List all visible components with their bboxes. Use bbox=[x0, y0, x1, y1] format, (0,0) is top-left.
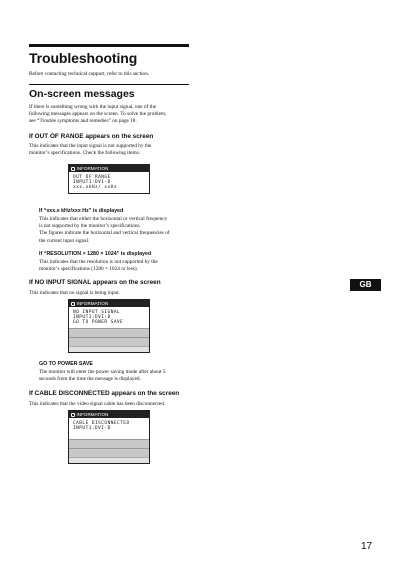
text-line: is not supported by the monitor’s specifications. bbox=[39, 223, 141, 230]
osd-line: GO TO POWER SAVE bbox=[73, 320, 124, 326]
osd-message bbox=[69, 418, 149, 439]
cable-body: This indicates that the video signal cable has been disconnected. bbox=[29, 401, 166, 407]
text-line: The monitor will enter the power saving mode after about 5 bbox=[39, 369, 166, 375]
osd-shade bbox=[69, 337, 149, 346]
osd-cable-disconnected bbox=[68, 410, 150, 464]
section-title: On-screen messages bbox=[29, 88, 135, 100]
osd-line: OUT OF RANGE bbox=[73, 175, 111, 180]
resolution-body bbox=[39, 259, 191, 273]
osd-line: INPUT1:DVI-D bbox=[73, 180, 111, 186]
osd-header bbox=[69, 165, 149, 172]
text-line: monitor’s specifications. Check the following items. bbox=[29, 150, 140, 157]
osd-shade bbox=[69, 457, 149, 463]
no-input-body: This indicates that no signal is being input. bbox=[29, 290, 120, 296]
osd-line: INPUT1:DVI-D bbox=[73, 315, 111, 321]
intro-text: Before contacting technical support, refer to this section. bbox=[29, 71, 150, 77]
osd-header bbox=[69, 411, 149, 418]
title-rule bbox=[29, 44, 189, 47]
text-line: monitor’s specifications (1280 × 1024 or less). bbox=[39, 266, 138, 273]
text-line: If there is something wrong with the input signal, one of the bbox=[29, 104, 157, 110]
section-rule bbox=[29, 84, 189, 85]
osd-line: INPUT1:DVI-D bbox=[73, 426, 111, 432]
section-intro bbox=[29, 104, 191, 126]
osd-shade bbox=[69, 439, 149, 448]
cable-heading: If CABLE DISCONNECTED appears on the screen bbox=[29, 390, 180, 397]
power-save-heading: GO TO POWER SAVE bbox=[39, 361, 93, 367]
osd-line bbox=[73, 431, 145, 436]
osd-line: CABLE DISCONNECTED bbox=[73, 421, 130, 426]
text-line: following messages appears on the screen. To solve the problem, bbox=[29, 111, 167, 118]
frequency-heading: If “xxx.x kHz/xxx Hz” is displayed bbox=[39, 208, 124, 214]
text-line: This indicates that either the horizontal or vertical frequency bbox=[39, 216, 168, 222]
page-number: 17 bbox=[361, 541, 373, 552]
osd-message bbox=[69, 172, 149, 193]
osd-line: NO INPUT SIGNAL bbox=[73, 310, 121, 315]
osd-header-label: INFORMATION bbox=[76, 166, 109, 171]
info-icon bbox=[71, 413, 75, 417]
text-line: This indicates that the resolution is not supported by the bbox=[39, 259, 158, 265]
text-line: seconds from the time the message is displayed. bbox=[39, 376, 141, 383]
text-line: see “Trouble symptoms and remedies” on page 18. bbox=[29, 118, 137, 125]
info-icon bbox=[71, 167, 75, 171]
osd-shade bbox=[69, 328, 149, 337]
page-title: Troubleshooting bbox=[29, 50, 138, 66]
power-save-body bbox=[39, 369, 191, 383]
text-line: This indicates that the input signal is not supported by the bbox=[29, 143, 152, 149]
out-of-range-body bbox=[29, 143, 191, 157]
info-icon bbox=[71, 302, 75, 306]
text-line: the current input signal. bbox=[39, 237, 90, 244]
language-tab: GB bbox=[350, 279, 381, 291]
text-line: The figures indicate the horizontal and vertical frequencies of bbox=[39, 230, 170, 237]
osd-header-label: INFORMATION bbox=[76, 412, 109, 417]
osd-line: xxx.xkHz/ xxHz bbox=[73, 185, 118, 191]
frequency-body bbox=[39, 216, 191, 245]
osd-no-input bbox=[68, 299, 150, 353]
osd-shade bbox=[69, 346, 149, 352]
no-input-heading: If NO INPUT SIGNAL appears on the screen bbox=[29, 279, 161, 286]
osd-header bbox=[69, 300, 149, 307]
osd-message bbox=[69, 307, 149, 328]
osd-shade bbox=[69, 448, 149, 457]
osd-out-of-range bbox=[68, 164, 150, 194]
resolution-heading: If “RESOLUTION > 1280 × 1024” is displayed bbox=[39, 251, 152, 257]
osd-header-label: INFORMATION bbox=[76, 301, 109, 306]
out-of-range-heading: If OUT OF RANGE appears on the screen bbox=[29, 133, 154, 140]
